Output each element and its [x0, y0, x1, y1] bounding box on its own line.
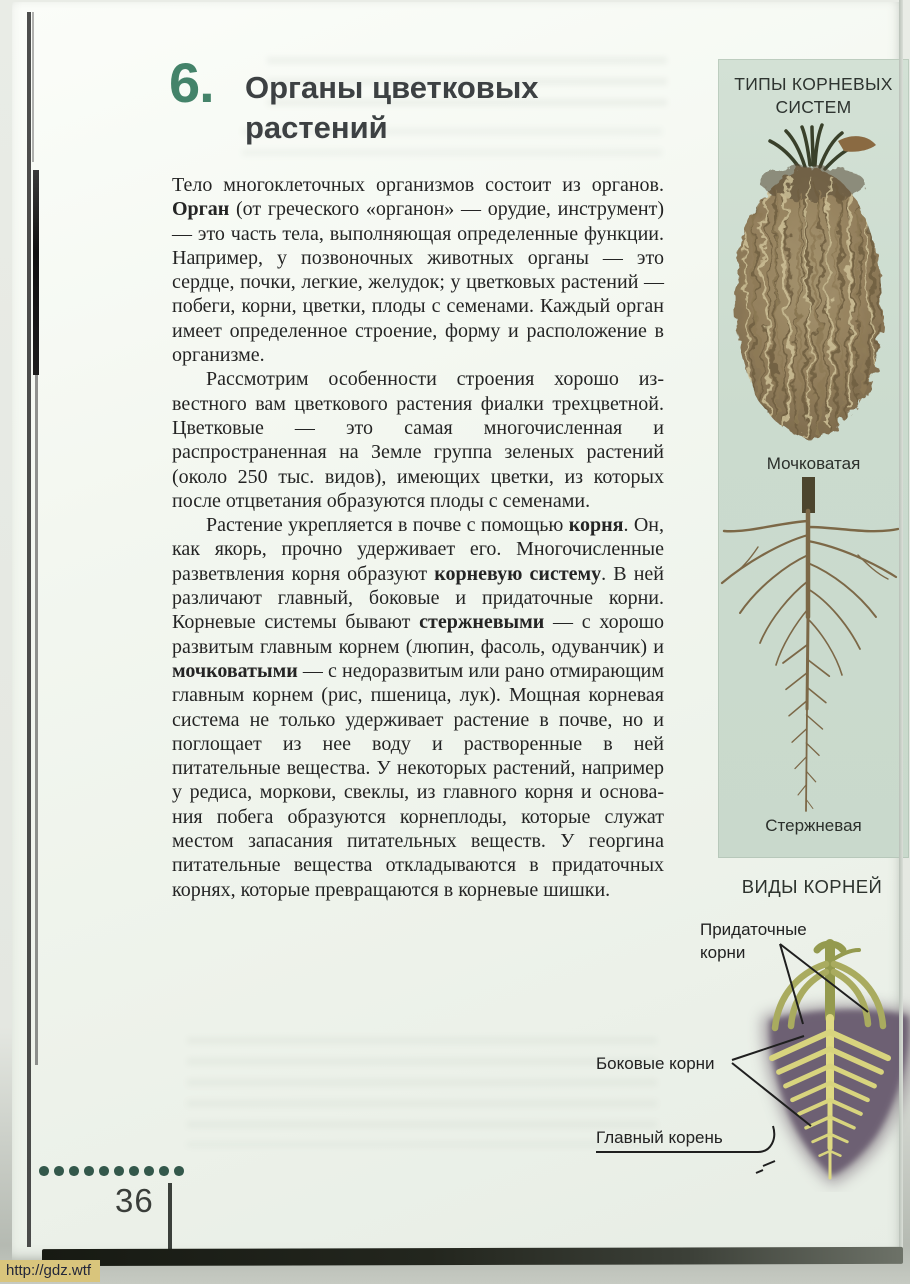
paragraph: Тело многоклеточных организмов состоит из органов. Орган (от греческого «органон» — орудие, инструмент) — это часть тела, выполняющая определенные функции. Например, у позвоночных животных органы — это сердце, почки, легкие, желудок; у цветковых растений — побеги, корни, цветки, плоды с семенами. Каждый орган имеет определенное строение, форму и расположение в организме.	[172, 174, 664, 367]
adventitious-roots-label: Придаточные корни	[700, 920, 807, 962]
lateral-roots-label: Боковые корни	[596, 1054, 715, 1073]
dried-leaf	[838, 136, 876, 152]
main-root-label: Главный корень	[596, 1128, 723, 1147]
dot	[129, 1166, 139, 1176]
dot	[99, 1166, 109, 1176]
dot	[39, 1166, 49, 1176]
paragraph: Рассмотрим особенности строения хорошо известного вам цветкового растения фиалки трехцветной. Цветковые — это самая многочисленная и распространенная на Земле группа зеленых растений (около 250 тыс. видов), имеющих цветки, из которых после отцветания образуются плоды с семенами.	[172, 368, 664, 512]
lesson-title: Органы цветковых растений	[245, 70, 539, 145]
footer-dots	[39, 1166, 184, 1176]
stem-stub	[802, 477, 815, 513]
dot	[69, 1166, 79, 1176]
textbook-page	[12, 2, 903, 1262]
roots-section-title: ВИДЫ КОРНЕЙ	[741, 876, 883, 897]
taproot-label: Стержневая	[765, 816, 862, 835]
dot	[84, 1166, 94, 1176]
watermark: http://gdz.wtf	[0, 1260, 100, 1282]
fibrous-root-label: Мочковатая	[766, 454, 861, 473]
book-binding	[32, 12, 34, 162]
panel-title: ТИПЫ КОРНЕВЫХ СИСТЕМ	[734, 74, 893, 117]
taproot-photo	[718, 477, 909, 815]
dot	[54, 1166, 64, 1176]
book-bottom-edge	[42, 1247, 903, 1266]
paragraph: Растение укрепляется в почве с помощью корня. Он, как якорь, прочно удерживает его. Многочисленные разветвления корня образуют корневую систему. В ней различают главный, боковые и придаточные корни. Корневые системы бывают стержневыми — с хорошо развитым главным корнем (люпин, фасоль, одуванчик) и мочковатыми — с недоразвитым или рано отмирающим главным корнем (рис, пшеница, лук). Мощная корневая система не только удерживает растение в почве, но и поглощает из нее воду и растворенные в ней питательные вещества. У некоторых растений, например у редиса, моркови, свеклы, из главного корня и основания побега образуются корнеплоды, которые служат местом запасания питательных веществ. У георгина питательные вещества откладываются в придаточных корнях, которые превращаются в корневые шишки.	[172, 514, 665, 901]
body-text	[172, 173, 664, 902]
page-number: 36	[115, 1182, 154, 1219]
page-edge	[899, 0, 903, 1262]
book-binding	[35, 375, 38, 1065]
book-binding	[33, 170, 39, 375]
dot	[114, 1166, 124, 1176]
root-systems-panel	[718, 59, 909, 858]
dot	[159, 1166, 169, 1176]
page-number-rule	[168, 1183, 172, 1257]
dot	[174, 1166, 184, 1176]
book-binding	[27, 12, 31, 1247]
fibrous-root-photo	[718, 121, 909, 451]
dot	[144, 1166, 154, 1176]
lesson-number: 6.	[169, 51, 214, 114]
